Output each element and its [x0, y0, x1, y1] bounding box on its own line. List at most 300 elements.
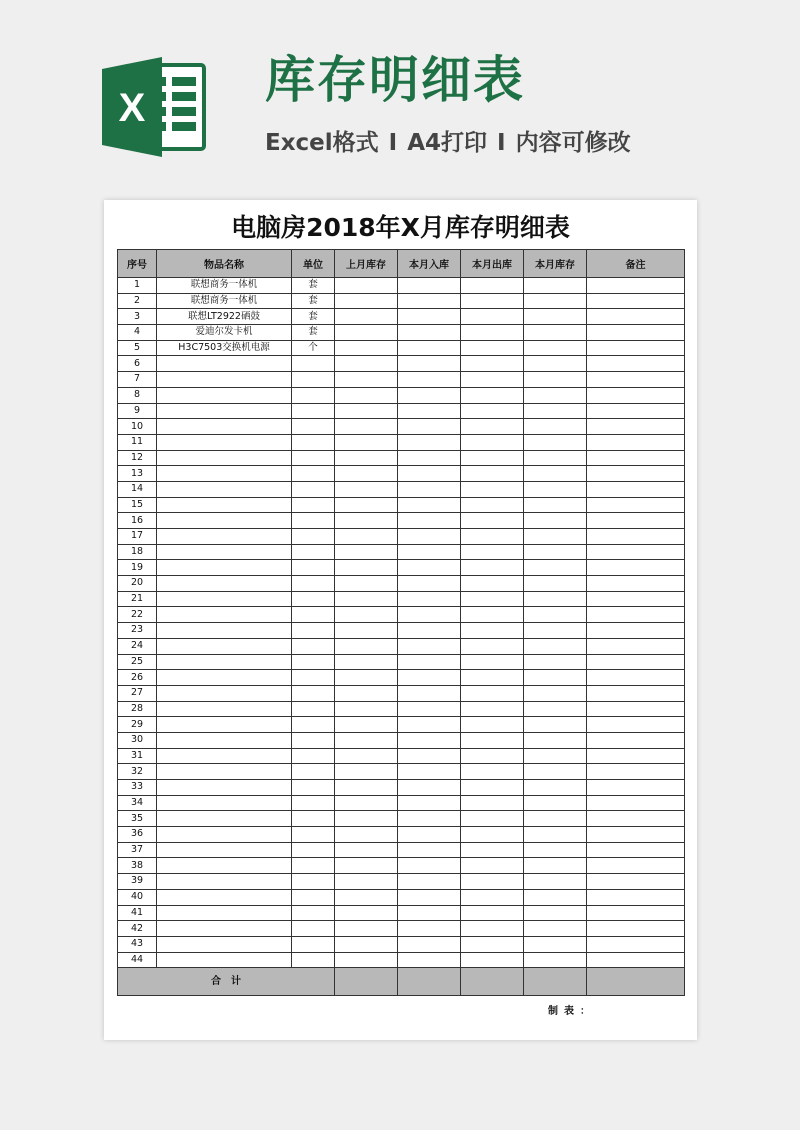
cell-item-name[interactable]: [157, 450, 292, 466]
cell-out[interactable]: [461, 560, 524, 576]
cell-out[interactable]: [461, 748, 524, 764]
cell-out[interactable]: [461, 623, 524, 639]
cell-item-name[interactable]: [157, 529, 292, 545]
cell-out[interactable]: [461, 293, 524, 309]
cell-item-name[interactable]: [157, 372, 292, 388]
cell-last-stock[interactable]: [335, 607, 398, 623]
cell-notes[interactable]: [587, 936, 685, 952]
cell-index[interactable]: 38: [118, 858, 157, 874]
cell-index[interactable]: 43: [118, 936, 157, 952]
cell-unit[interactable]: [292, 748, 335, 764]
cell-item-name[interactable]: [157, 403, 292, 419]
cell-stock[interactable]: [524, 497, 587, 513]
cell-unit[interactable]: [292, 513, 335, 529]
cell-stock[interactable]: [524, 858, 587, 874]
cell-index[interactable]: 40: [118, 889, 157, 905]
cell-unit[interactable]: [292, 419, 335, 435]
cell-unit[interactable]: [292, 685, 335, 701]
total-cell[interactable]: [524, 968, 587, 996]
cell-item-name[interactable]: [157, 921, 292, 937]
cell-in[interactable]: [398, 340, 461, 356]
cell-in[interactable]: [398, 685, 461, 701]
cell-stock[interactable]: [524, 434, 587, 450]
cell-notes[interactable]: [587, 623, 685, 639]
cell-stock[interactable]: [524, 654, 587, 670]
cell-unit[interactable]: [292, 560, 335, 576]
cell-last-stock[interactable]: [335, 434, 398, 450]
cell-notes[interactable]: [587, 811, 685, 827]
cell-last-stock[interactable]: [335, 827, 398, 843]
cell-in[interactable]: [398, 434, 461, 450]
cell-stock[interactable]: [524, 340, 587, 356]
cell-out[interactable]: [461, 811, 524, 827]
cell-out[interactable]: [461, 309, 524, 325]
cell-notes[interactable]: [587, 529, 685, 545]
cell-notes[interactable]: [587, 387, 685, 403]
cell-last-stock[interactable]: [335, 685, 398, 701]
cell-unit[interactable]: [292, 544, 335, 560]
cell-in[interactable]: [398, 513, 461, 529]
cell-last-stock[interactable]: [335, 513, 398, 529]
cell-notes[interactable]: [587, 654, 685, 670]
cell-stock[interactable]: [524, 450, 587, 466]
cell-out[interactable]: [461, 497, 524, 513]
cell-in[interactable]: [398, 607, 461, 623]
cell-out[interactable]: [461, 529, 524, 545]
cell-unit[interactable]: [292, 372, 335, 388]
cell-out[interactable]: [461, 403, 524, 419]
cell-in[interactable]: [398, 481, 461, 497]
cell-item-name[interactable]: 联想商务一体机: [157, 278, 292, 294]
cell-out[interactable]: [461, 732, 524, 748]
cell-last-stock[interactable]: [335, 795, 398, 811]
cell-last-stock[interactable]: [335, 356, 398, 372]
cell-out[interactable]: [461, 591, 524, 607]
cell-item-name[interactable]: [157, 685, 292, 701]
cell-in[interactable]: [398, 403, 461, 419]
cell-unit[interactable]: 套: [292, 309, 335, 325]
cell-last-stock[interactable]: [335, 278, 398, 294]
cell-notes[interactable]: [587, 921, 685, 937]
cell-unit[interactable]: 套: [292, 293, 335, 309]
cell-unit[interactable]: [292, 795, 335, 811]
cell-unit[interactable]: [292, 654, 335, 670]
cell-item-name[interactable]: 爱迪尔发卡机: [157, 325, 292, 341]
cell-stock[interactable]: [524, 387, 587, 403]
cell-item-name[interactable]: [157, 607, 292, 623]
cell-out[interactable]: [461, 387, 524, 403]
cell-last-stock[interactable]: [335, 403, 398, 419]
cell-stock[interactable]: [524, 764, 587, 780]
cell-stock[interactable]: [524, 842, 587, 858]
cell-unit[interactable]: [292, 529, 335, 545]
cell-index[interactable]: 5: [118, 340, 157, 356]
cell-last-stock[interactable]: [335, 372, 398, 388]
cell-index[interactable]: 37: [118, 842, 157, 858]
cell-notes[interactable]: [587, 309, 685, 325]
cell-unit[interactable]: [292, 921, 335, 937]
cell-out[interactable]: [461, 340, 524, 356]
cell-index[interactable]: 8: [118, 387, 157, 403]
cell-notes[interactable]: [587, 434, 685, 450]
cell-item-name[interactable]: [157, 591, 292, 607]
cell-index[interactable]: 32: [118, 764, 157, 780]
cell-out[interactable]: [461, 450, 524, 466]
cell-index[interactable]: 13: [118, 466, 157, 482]
cell-item-name[interactable]: [157, 544, 292, 560]
cell-item-name[interactable]: [157, 419, 292, 435]
total-cell[interactable]: [587, 968, 685, 996]
cell-in[interactable]: [398, 795, 461, 811]
cell-notes[interactable]: [587, 419, 685, 435]
cell-stock[interactable]: [524, 921, 587, 937]
cell-notes[interactable]: [587, 356, 685, 372]
cell-in[interactable]: [398, 905, 461, 921]
cell-notes[interactable]: [587, 795, 685, 811]
cell-out[interactable]: [461, 434, 524, 450]
cell-unit[interactable]: [292, 356, 335, 372]
cell-item-name[interactable]: [157, 717, 292, 733]
cell-in[interactable]: [398, 529, 461, 545]
cell-out[interactable]: [461, 921, 524, 937]
cell-item-name[interactable]: [157, 701, 292, 717]
cell-item-name[interactable]: [157, 889, 292, 905]
cell-notes[interactable]: [587, 670, 685, 686]
cell-unit[interactable]: [292, 952, 335, 968]
cell-notes[interactable]: [587, 732, 685, 748]
cell-index[interactable]: 2: [118, 293, 157, 309]
cell-last-stock[interactable]: [335, 842, 398, 858]
cell-stock[interactable]: [524, 952, 587, 968]
cell-notes[interactable]: [587, 372, 685, 388]
cell-last-stock[interactable]: [335, 293, 398, 309]
cell-stock[interactable]: [524, 325, 587, 341]
cell-stock[interactable]: [524, 717, 587, 733]
cell-item-name[interactable]: [157, 905, 292, 921]
cell-in[interactable]: [398, 325, 461, 341]
cell-unit[interactable]: [292, 387, 335, 403]
cell-item-name[interactable]: [157, 842, 292, 858]
cell-stock[interactable]: [524, 795, 587, 811]
cell-unit[interactable]: [292, 450, 335, 466]
cell-out[interactable]: [461, 670, 524, 686]
cell-in[interactable]: [398, 387, 461, 403]
cell-last-stock[interactable]: [335, 701, 398, 717]
cell-in[interactable]: [398, 717, 461, 733]
cell-out[interactable]: [461, 780, 524, 796]
cell-in[interactable]: [398, 278, 461, 294]
cell-notes[interactable]: [587, 874, 685, 890]
cell-in[interactable]: [398, 921, 461, 937]
cell-unit[interactable]: 个: [292, 340, 335, 356]
cell-item-name[interactable]: [157, 481, 292, 497]
cell-unit[interactable]: [292, 497, 335, 513]
cell-unit[interactable]: [292, 827, 335, 843]
cell-in[interactable]: [398, 780, 461, 796]
cell-item-name[interactable]: [157, 576, 292, 592]
cell-in[interactable]: [398, 827, 461, 843]
cell-index[interactable]: 41: [118, 905, 157, 921]
cell-index[interactable]: 28: [118, 701, 157, 717]
cell-out[interactable]: [461, 654, 524, 670]
cell-index[interactable]: 35: [118, 811, 157, 827]
cell-item-name[interactable]: [157, 434, 292, 450]
cell-item-name[interactable]: 联想商务一体机: [157, 293, 292, 309]
cell-stock[interactable]: [524, 732, 587, 748]
cell-item-name[interactable]: [157, 764, 292, 780]
cell-notes[interactable]: [587, 278, 685, 294]
cell-notes[interactable]: [587, 481, 685, 497]
cell-stock[interactable]: [524, 905, 587, 921]
cell-item-name[interactable]: [157, 780, 292, 796]
cell-in[interactable]: [398, 293, 461, 309]
cell-last-stock[interactable]: [335, 340, 398, 356]
cell-out[interactable]: [461, 874, 524, 890]
cell-index[interactable]: 3: [118, 309, 157, 325]
cell-stock[interactable]: [524, 936, 587, 952]
cell-index[interactable]: 19: [118, 560, 157, 576]
cell-unit[interactable]: [292, 764, 335, 780]
cell-in[interactable]: [398, 560, 461, 576]
cell-stock[interactable]: [524, 638, 587, 654]
cell-in[interactable]: [398, 576, 461, 592]
cell-notes[interactable]: [587, 701, 685, 717]
cell-index[interactable]: 6: [118, 356, 157, 372]
cell-index[interactable]: 29: [118, 717, 157, 733]
cell-item-name[interactable]: [157, 748, 292, 764]
cell-last-stock[interactable]: [335, 560, 398, 576]
cell-notes[interactable]: [587, 450, 685, 466]
cell-unit[interactable]: [292, 481, 335, 497]
cell-out[interactable]: [461, 952, 524, 968]
cell-out[interactable]: [461, 544, 524, 560]
cell-item-name[interactable]: [157, 732, 292, 748]
cell-stock[interactable]: [524, 607, 587, 623]
cell-unit[interactable]: [292, 623, 335, 639]
cell-last-stock[interactable]: [335, 325, 398, 341]
cell-unit[interactable]: [292, 638, 335, 654]
cell-in[interactable]: [398, 858, 461, 874]
cell-stock[interactable]: [524, 403, 587, 419]
cell-last-stock[interactable]: [335, 780, 398, 796]
cell-stock[interactable]: [524, 748, 587, 764]
cell-stock[interactable]: [524, 419, 587, 435]
cell-notes[interactable]: [587, 842, 685, 858]
cell-item-name[interactable]: [157, 466, 292, 482]
cell-stock[interactable]: [524, 372, 587, 388]
cell-item-name[interactable]: [157, 560, 292, 576]
cell-out[interactable]: [461, 607, 524, 623]
cell-unit[interactable]: [292, 936, 335, 952]
cell-stock[interactable]: [524, 685, 587, 701]
cell-notes[interactable]: [587, 325, 685, 341]
cell-in[interactable]: [398, 811, 461, 827]
cell-notes[interactable]: [587, 748, 685, 764]
cell-item-name[interactable]: [157, 387, 292, 403]
cell-index[interactable]: 24: [118, 638, 157, 654]
cell-unit[interactable]: [292, 858, 335, 874]
cell-notes[interactable]: [587, 858, 685, 874]
cell-item-name[interactable]: [157, 497, 292, 513]
cell-unit[interactable]: [292, 701, 335, 717]
cell-out[interactable]: [461, 685, 524, 701]
cell-out[interactable]: [461, 889, 524, 905]
cell-unit[interactable]: [292, 576, 335, 592]
cell-stock[interactable]: [524, 591, 587, 607]
cell-item-name[interactable]: 联想LT2922硒鼓: [157, 309, 292, 325]
cell-last-stock[interactable]: [335, 623, 398, 639]
cell-index[interactable]: 12: [118, 450, 157, 466]
cell-in[interactable]: [398, 419, 461, 435]
cell-out[interactable]: [461, 356, 524, 372]
cell-index[interactable]: 21: [118, 591, 157, 607]
cell-in[interactable]: [398, 309, 461, 325]
cell-unit[interactable]: 套: [292, 278, 335, 294]
cell-in[interactable]: [398, 874, 461, 890]
cell-item-name[interactable]: [157, 623, 292, 639]
cell-last-stock[interactable]: [335, 764, 398, 780]
cell-out[interactable]: [461, 827, 524, 843]
cell-unit[interactable]: [292, 905, 335, 921]
cell-index[interactable]: 36: [118, 827, 157, 843]
cell-item-name[interactable]: [157, 952, 292, 968]
cell-last-stock[interactable]: [335, 670, 398, 686]
cell-in[interactable]: [398, 497, 461, 513]
cell-out[interactable]: [461, 858, 524, 874]
cell-notes[interactable]: [587, 905, 685, 921]
cell-index[interactable]: 26: [118, 670, 157, 686]
cell-in[interactable]: [398, 450, 461, 466]
cell-last-stock[interactable]: [335, 921, 398, 937]
cell-in[interactable]: [398, 591, 461, 607]
cell-in[interactable]: [398, 936, 461, 952]
cell-out[interactable]: [461, 764, 524, 780]
cell-last-stock[interactable]: [335, 497, 398, 513]
cell-last-stock[interactable]: [335, 419, 398, 435]
cell-out[interactable]: [461, 372, 524, 388]
cell-stock[interactable]: [524, 544, 587, 560]
cell-index[interactable]: 27: [118, 685, 157, 701]
cell-unit[interactable]: [292, 811, 335, 827]
cell-index[interactable]: 42: [118, 921, 157, 937]
cell-last-stock[interactable]: [335, 576, 398, 592]
cell-index[interactable]: 15: [118, 497, 157, 513]
cell-notes[interactable]: [587, 685, 685, 701]
cell-in[interactable]: [398, 372, 461, 388]
cell-out[interactable]: [461, 466, 524, 482]
cell-stock[interactable]: [524, 356, 587, 372]
cell-in[interactable]: [398, 544, 461, 560]
cell-index[interactable]: 34: [118, 795, 157, 811]
cell-unit[interactable]: [292, 607, 335, 623]
cell-out[interactable]: [461, 325, 524, 341]
cell-notes[interactable]: [587, 340, 685, 356]
cell-last-stock[interactable]: [335, 748, 398, 764]
cell-stock[interactable]: [524, 278, 587, 294]
cell-index[interactable]: 22: [118, 607, 157, 623]
cell-unit[interactable]: [292, 732, 335, 748]
cell-notes[interactable]: [587, 466, 685, 482]
cell-index[interactable]: 39: [118, 874, 157, 890]
cell-last-stock[interactable]: [335, 874, 398, 890]
cell-item-name[interactable]: [157, 356, 292, 372]
cell-notes[interactable]: [587, 560, 685, 576]
cell-index[interactable]: 9: [118, 403, 157, 419]
cell-stock[interactable]: [524, 811, 587, 827]
cell-index[interactable]: 4: [118, 325, 157, 341]
cell-unit[interactable]: [292, 591, 335, 607]
cell-index[interactable]: 7: [118, 372, 157, 388]
cell-index[interactable]: 14: [118, 481, 157, 497]
cell-out[interactable]: [461, 419, 524, 435]
cell-item-name[interactable]: [157, 936, 292, 952]
cell-stock[interactable]: [524, 701, 587, 717]
cell-stock[interactable]: [524, 576, 587, 592]
cell-stock[interactable]: [524, 827, 587, 843]
cell-stock[interactable]: [524, 874, 587, 890]
cell-last-stock[interactable]: [335, 450, 398, 466]
cell-last-stock[interactable]: [335, 936, 398, 952]
cell-notes[interactable]: [587, 952, 685, 968]
cell-unit[interactable]: [292, 874, 335, 890]
cell-last-stock[interactable]: [335, 905, 398, 921]
cell-stock[interactable]: [524, 780, 587, 796]
cell-unit[interactable]: [292, 889, 335, 905]
cell-unit[interactable]: [292, 434, 335, 450]
total-cell[interactable]: [398, 968, 461, 996]
cell-out[interactable]: [461, 513, 524, 529]
cell-out[interactable]: [461, 576, 524, 592]
cell-item-name[interactable]: [157, 654, 292, 670]
cell-index[interactable]: 25: [118, 654, 157, 670]
cell-item-name[interactable]: [157, 513, 292, 529]
cell-last-stock[interactable]: [335, 309, 398, 325]
cell-last-stock[interactable]: [335, 466, 398, 482]
cell-item-name[interactable]: [157, 827, 292, 843]
cell-in[interactable]: [398, 889, 461, 905]
cell-index[interactable]: 23: [118, 623, 157, 639]
cell-last-stock[interactable]: [335, 387, 398, 403]
cell-unit[interactable]: [292, 717, 335, 733]
cell-index[interactable]: 11: [118, 434, 157, 450]
cell-notes[interactable]: [587, 764, 685, 780]
cell-unit[interactable]: [292, 670, 335, 686]
cell-out[interactable]: [461, 638, 524, 654]
cell-last-stock[interactable]: [335, 717, 398, 733]
cell-notes[interactable]: [587, 889, 685, 905]
cell-index[interactable]: 20: [118, 576, 157, 592]
cell-index[interactable]: 1: [118, 278, 157, 294]
cell-out[interactable]: [461, 795, 524, 811]
cell-out[interactable]: [461, 936, 524, 952]
cell-item-name[interactable]: [157, 874, 292, 890]
cell-item-name[interactable]: [157, 795, 292, 811]
cell-unit[interactable]: [292, 780, 335, 796]
cell-out[interactable]: [461, 842, 524, 858]
cell-unit[interactable]: [292, 842, 335, 858]
cell-stock[interactable]: [524, 466, 587, 482]
cell-notes[interactable]: [587, 497, 685, 513]
cell-stock[interactable]: [524, 293, 587, 309]
cell-in[interactable]: [398, 670, 461, 686]
cell-in[interactable]: [398, 356, 461, 372]
cell-notes[interactable]: [587, 638, 685, 654]
cell-out[interactable]: [461, 278, 524, 294]
cell-in[interactable]: [398, 654, 461, 670]
cell-last-stock[interactable]: [335, 811, 398, 827]
cell-notes[interactable]: [587, 403, 685, 419]
cell-last-stock[interactable]: [335, 952, 398, 968]
